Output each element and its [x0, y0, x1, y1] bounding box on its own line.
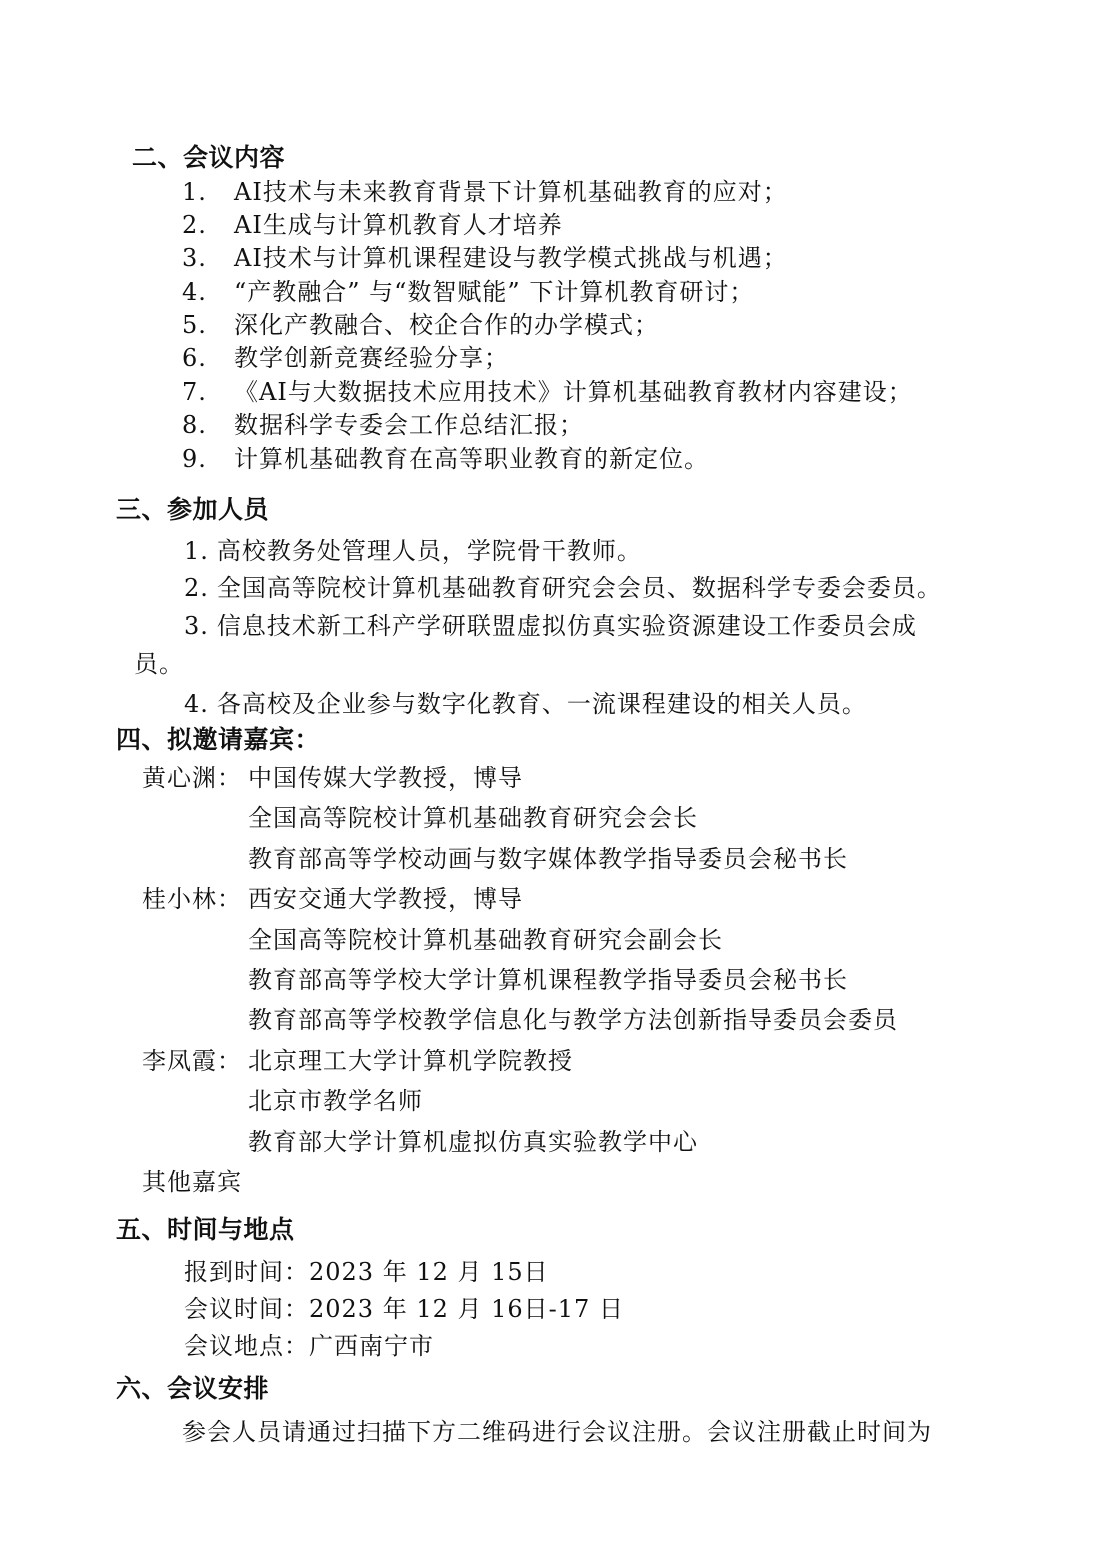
guest-name: 桂小林：: [142, 885, 242, 913]
list-item: [182, 409, 584, 441]
item-number: 1.: [184, 537, 209, 565]
meeting-location: 会议地点：广西南宁市: [184, 1332, 434, 1360]
item-number: 3.: [182, 244, 207, 272]
list-item: [184, 535, 642, 567]
item-text: 高校教务处管理人员，学院骨干教师。: [216, 537, 642, 565]
list-item: [184, 610, 917, 642]
item-text: 信息技术新工科产学研联盟虚拟仿真实验资源建设工作委员会成: [216, 612, 917, 640]
section-heading-arrangement: 六、会议安排: [116, 1374, 270, 1403]
section-heading-guests: 四、拟邀请嘉宾：: [116, 725, 321, 754]
item-number: 2.: [184, 574, 209, 602]
item-text: AI技术与未来教育背景下计算机基础教育的应对；: [234, 178, 788, 206]
section-heading-time-place: 五、时间与地点: [116, 1215, 295, 1244]
guest-role: 教育部高等学校动画与数字媒体教学指导委员会秘书长: [248, 845, 848, 873]
list-item: [182, 376, 913, 408]
list-item: [184, 572, 942, 604]
guest-role: 北京市教学名师: [248, 1087, 423, 1115]
guest-name: 李凤霞：: [142, 1047, 242, 1075]
list-item: [184, 688, 867, 720]
item-text: 深化产教融合、校企合作的办学模式；: [234, 311, 659, 339]
guest-role: 教育部高等学校大学计算机课程教学指导委员会秘书长: [248, 966, 848, 994]
item-text: 计算机基础教育在高等职业教育的新定位。: [234, 445, 709, 473]
section-heading-participants: 三、参加人员: [116, 495, 270, 524]
list-item: [182, 342, 509, 374]
guest-role: 中国传媒大学教授，博导: [248, 764, 523, 792]
item-text: 《AI与大数据技术应用技术》计算机基础教育教材内容建设；: [234, 378, 913, 406]
check-in-time: 报到时间：2023 年 12 月 15日: [184, 1258, 549, 1286]
meeting-time: 会议时间：2023 年 12 月 16日-17 日: [184, 1295, 624, 1323]
list-item-continuation: 员。: [134, 650, 184, 678]
guest-role: 西安交通大学教授，博导: [248, 885, 523, 913]
item-number: 6.: [182, 344, 207, 372]
item-number: 9.: [182, 445, 207, 473]
item-text: 全国高等院校计算机基础教育研究会会员、数据科学专委会委员。: [216, 574, 942, 602]
list-item: [182, 443, 709, 475]
item-text: AI技术与计算机课程建设与教学模式挑战与机遇；: [234, 244, 788, 272]
guest-role: 全国高等院校计算机基础教育研究会会长: [248, 804, 698, 832]
list-item: [182, 176, 788, 208]
item-text: AI生成与计算机教育人才培养: [234, 211, 563, 239]
item-text: 各高校及企业参与数字化教育、一流课程建设的相关人员。: [216, 690, 867, 718]
item-number: 4.: [184, 690, 209, 718]
list-item: [182, 242, 788, 274]
guest-role: 北京理工大学计算机学院教授: [248, 1047, 573, 1075]
other-guests: 其他嘉宾: [142, 1168, 242, 1196]
item-number: 4.: [182, 278, 207, 306]
item-text: 教学创新竞赛经验分享；: [234, 344, 509, 372]
guest-role: 教育部高等学校教学信息化与教学方法创新指导委员会委员: [248, 1006, 898, 1034]
item-number: 8.: [182, 411, 207, 439]
item-number: 2.: [182, 211, 207, 239]
guest-role: 教育部大学计算机虚拟仿真实验教学中心: [248, 1128, 698, 1156]
section-heading-content: 二、会议内容: [132, 143, 286, 172]
item-number: 1.: [182, 178, 207, 206]
item-text: 数据科学专委会工作总结汇报；: [234, 411, 584, 439]
item-number: 7.: [182, 378, 207, 406]
guest-name: 黄心渊：: [142, 764, 242, 792]
item-number: 3.: [184, 612, 209, 640]
list-item: [182, 309, 659, 341]
item-number: 5.: [182, 311, 207, 339]
guest-role: 全国高等院校计算机基础教育研究会副会长: [248, 926, 723, 954]
arrangement-text: 参会人员请通过扫描下方二维码进行会议注册。会议注册截止时间为: [182, 1418, 932, 1446]
list-item: [182, 276, 754, 308]
item-text: “产教融合” 与“数智赋能” 下计算机教育研讨；: [234, 278, 755, 306]
list-item: [182, 209, 563, 241]
